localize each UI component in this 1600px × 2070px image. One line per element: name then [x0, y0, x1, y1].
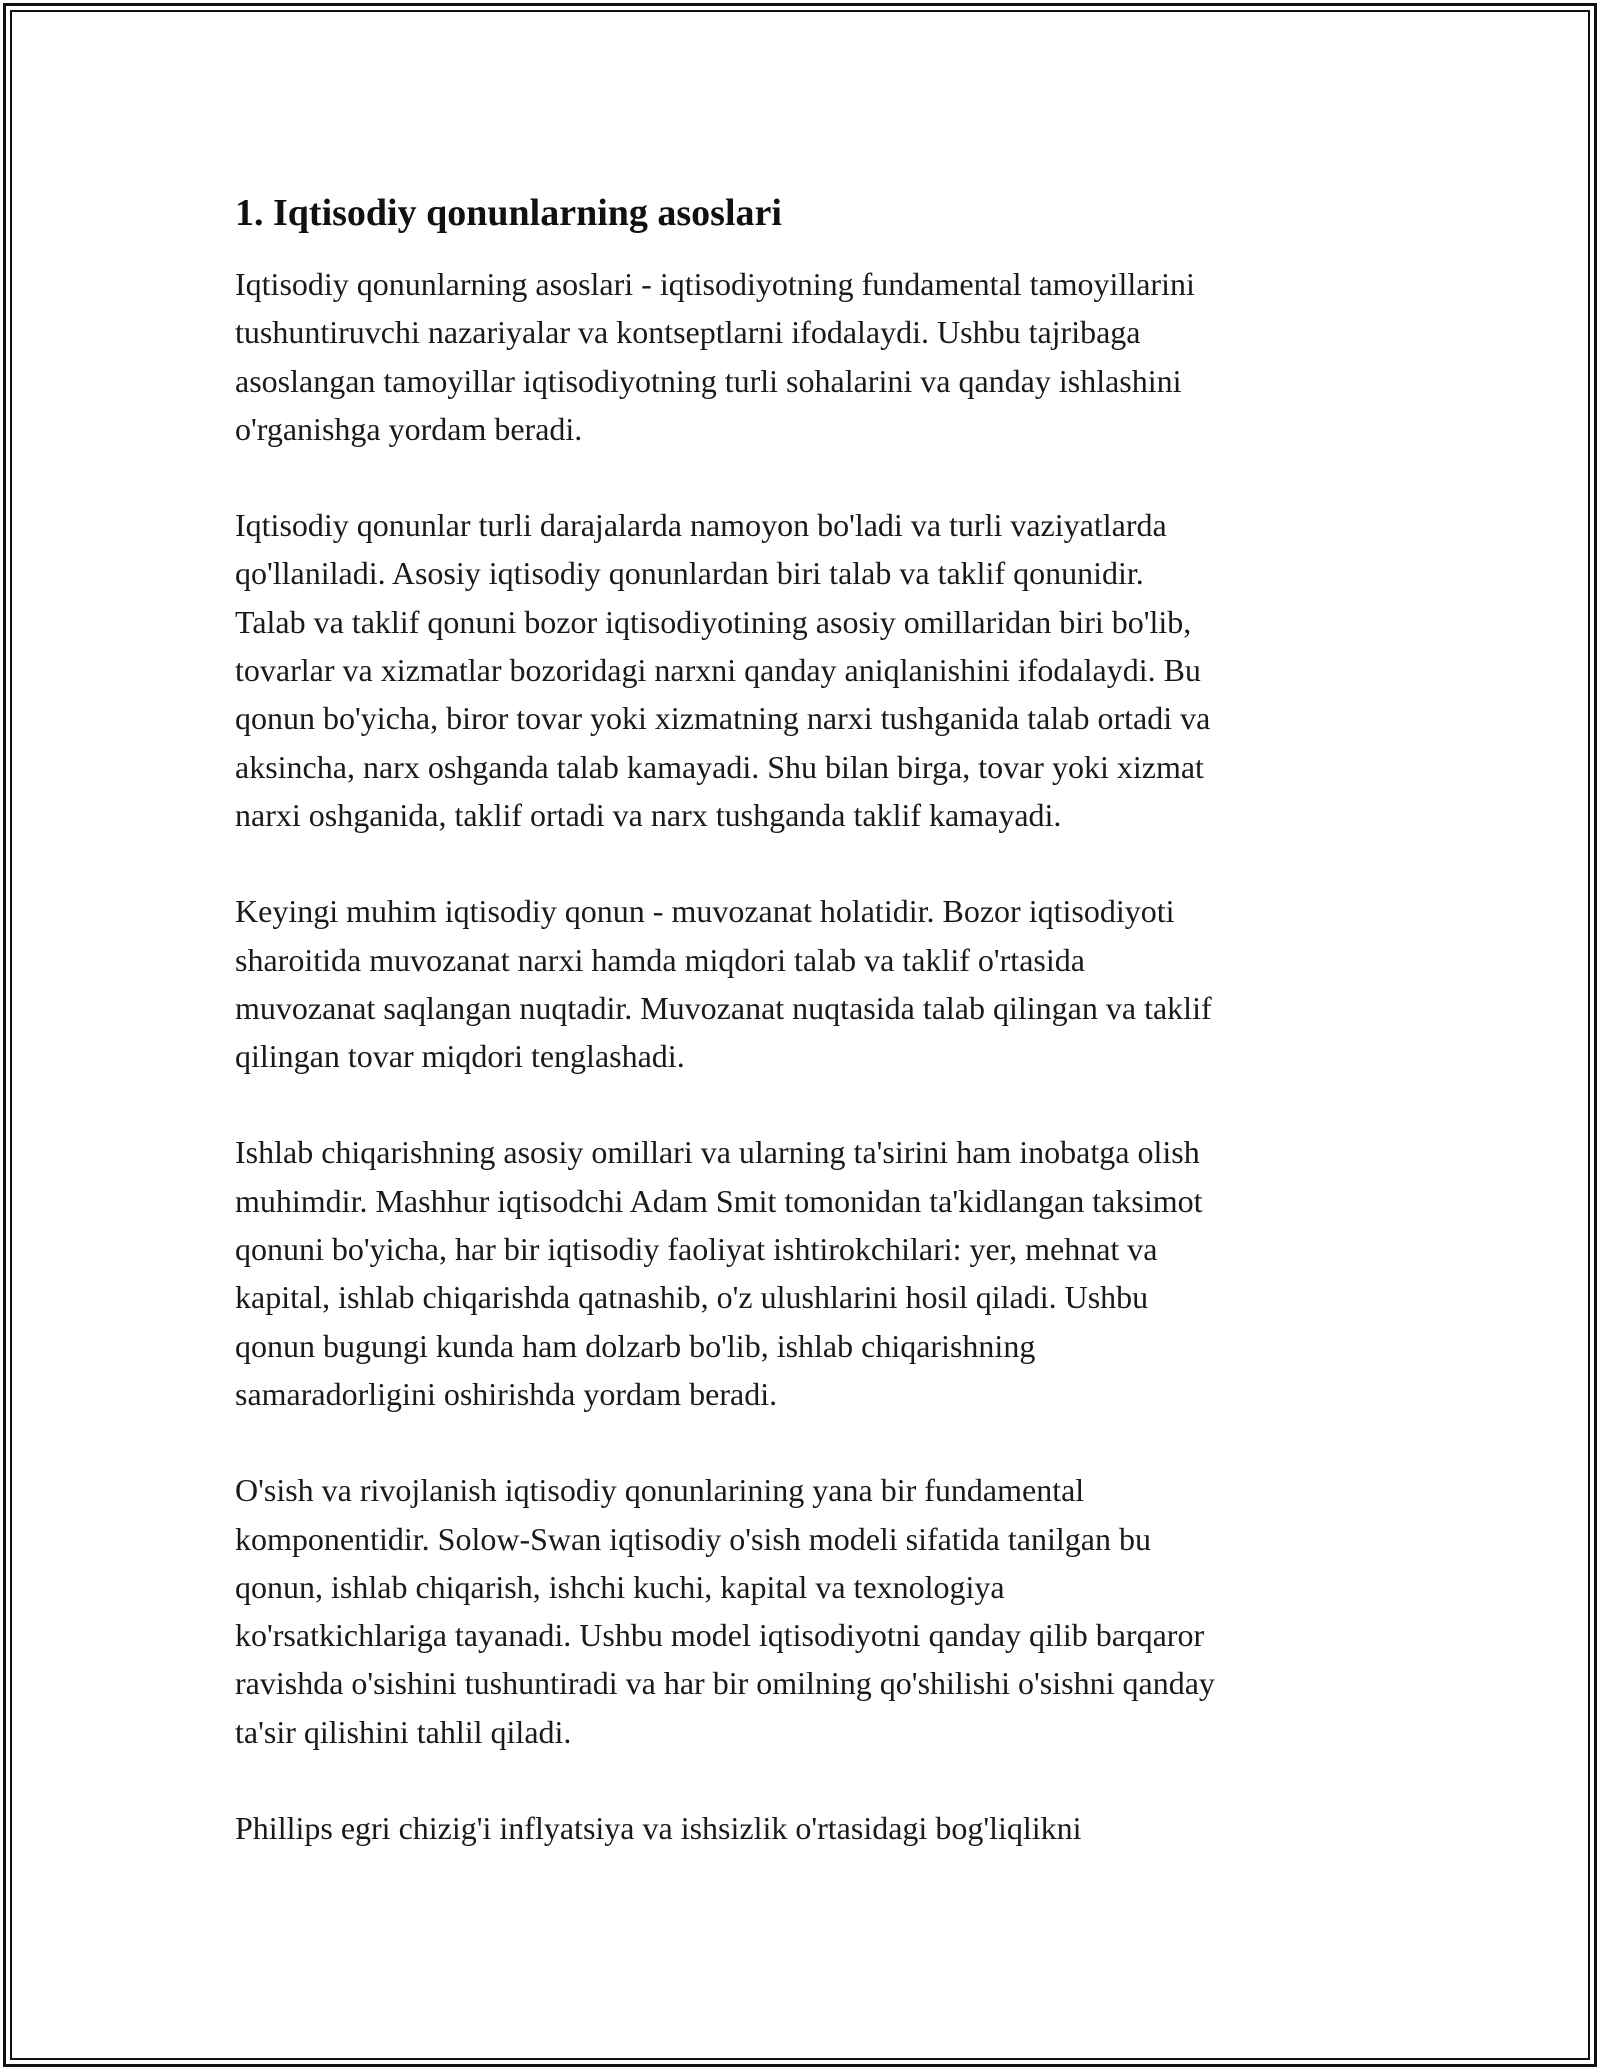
document-body [235, 188, 1375, 1900]
paragraph-5: O'sish va rivojlanish iqtisodiy qonunlarining yana bir fundamental komponentidir. Solow-Swan iqtisodiy o'sish modeli sifatida tanilgan bu qonun, ishlab chiqarish, ishchi kuchi, kapital va texnologiya ko'rsatkichlariga tayanadi. Ushbu model iqtisodiyotni qanday qilib barqaror ravishda o'sishini tushuntiradi va har bir omilning qo'shilishi o'sishni qanday ta'sir qilishini tahlil qiladi. [235, 1472, 1215, 1750]
paragraph-3: Keyingi muhim iqtisodiy qonun - muvozanat holatidir. Bozor iqtisodiyoti sharoitida muvozanat narxi hamda miqdori talab va taklif o'rtasida muvozanat saqlangan nuqtadir. Muvozanat nuqtasida talab qilingan va taklif qilingan tovar miqdori tenglashadi. [235, 893, 1212, 1075]
paragraph-1: Iqtisodiy qonunlarning asoslari - iqtisodiyotning fundamental tamoyillarini tushuntiruvchi nazariyalar va kontseptlarni ifodalaydi. Ushbu tajribaga asoslangan tamoyillar iqtisodiyotning turli sohalarini va qanday ishlashini o'rganishga yordam beradi. [235, 266, 1195, 447]
paragraph-4: Ishlab chiqarishning asosiy omillari va ularning ta'sirini ham inobatga olish muhimdir. Mashhur iqtisodchi Adam Smit tomonidan ta'kidlangan taksimot qonuni bo'yicha, har bir iqtisodiy faoliyat ishtirokchilari: yer, mehnat va kapital, ishlab chiqarishda qatnashib, o'z ulushlarini hosil qiladi. Ushbu qonun bugungi kunda ham dolzarb bo'lib, ishlab chiqarishning samaradorligini oshirishda yordam beradi. [235, 1134, 1203, 1412]
paragraph-2: Iqtisodiy qonunlar turli darajalarda namoyon bo'ladi va turli vaziyatlarda qo'llaniladi. Asosiy iqtisodiy qonunlardan biri talab va taklif qonunidir. Talab va taklif qonuni bozor iqtisodiyotining asosiy omillaridan biri bo'lib, tovarlar va xizmatlar bozoridagi narxni qanday aniqlanishini ifodalaydi. Bu qonun bo'yicha, biror tovar yoki xizmatning narxi tushganida talab ortadi va aksincha, narx oshganda talab kamayadi. Shu bilan birga, tovar yoki xizmat narxi oshganida, taklif ortadi va narx tushganda taklif kamayadi. [235, 507, 1211, 833]
section-heading: 1. Iqtisodiy qonunlarning asoslari [235, 192, 782, 234]
paragraph-6: Phillips egri chizig'i inflyatsiya va ishsizlik o'rtasidagi bog'liqlikni [235, 1810, 1082, 1847]
